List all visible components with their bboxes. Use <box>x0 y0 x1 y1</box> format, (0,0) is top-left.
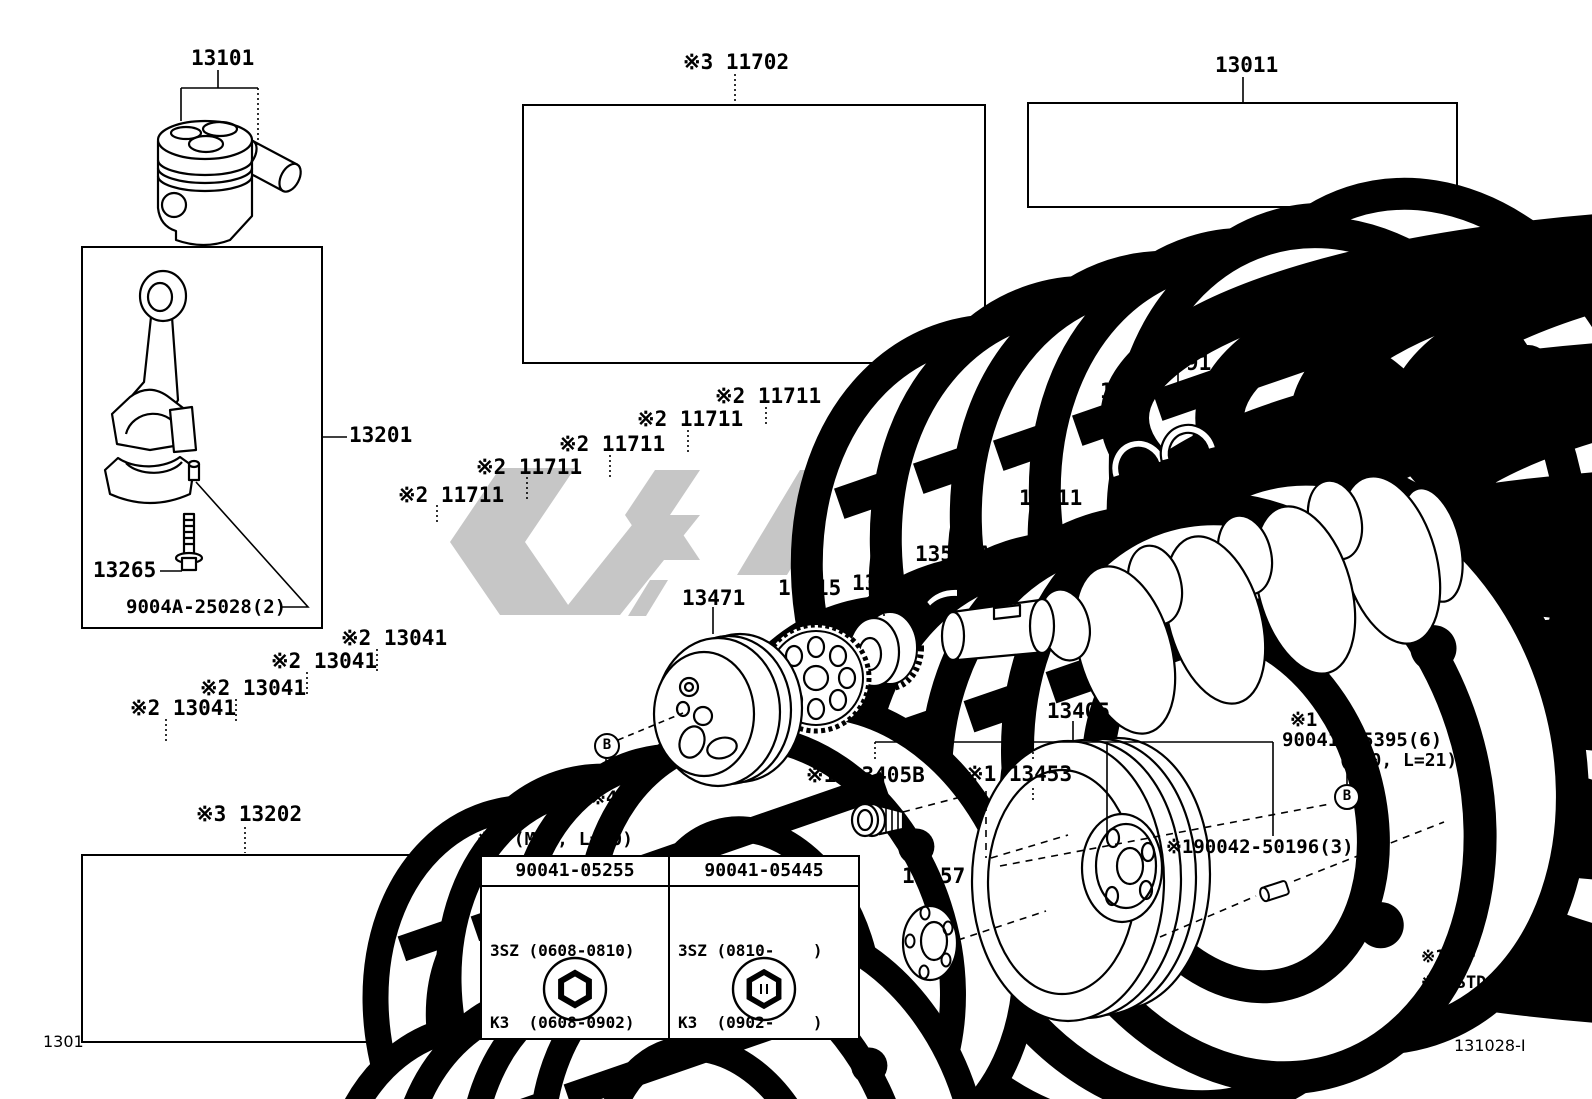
bolt-variant-col-1 <box>482 857 670 1038</box>
bolt-application-2b: K3 (0902- ) <box>678 1013 823 1032</box>
label-13521: 13521 <box>852 571 916 595</box>
label-13453: ※1 13453 <box>966 762 1073 786</box>
legend-line-1: ※1 5F <box>1421 947 1477 967</box>
bolt-part-number-2: 90041-05445 <box>670 857 858 887</box>
label-13457-num: 13457 <box>902 864 966 889</box>
label-13521a: 13521A <box>915 542 991 566</box>
label-13011: 13011 <box>1215 53 1279 77</box>
plate-drawing <box>903 906 957 980</box>
bolt-application-1b: K3 (0608-0902) <box>490 1013 635 1032</box>
label-13411: 13411 <box>1019 486 1083 510</box>
label-m10-note: (M10, L=21) <box>1338 750 1458 771</box>
bolt-part-number-1: 90041-05255 <box>482 857 668 887</box>
label-13457-mark: ※1 <box>902 842 933 866</box>
label-13265: 13265 <box>93 558 157 582</box>
label-13202: ※3 13202 <box>196 802 303 826</box>
label-11711-4: ※2 11711 <box>637 407 744 431</box>
bearing-set-box <box>523 105 985 363</box>
label-13201: 13201 <box>349 423 413 447</box>
label-11791-2: 11791 <box>1148 351 1212 375</box>
label-19315: 19315 <box>778 576 842 600</box>
hex-flange-bolt-icon <box>728 953 800 1025</box>
figure-code: 131028-I <box>1454 1036 1526 1055</box>
label-13101: 13101 <box>191 46 255 70</box>
b-callout-right: B <box>1334 784 1360 810</box>
b-callout-left: B <box>594 733 620 759</box>
page-code: 1301 <box>43 1032 84 1051</box>
label-11711-2: ※2 11711 <box>476 455 583 479</box>
piston-drawing <box>158 121 305 245</box>
legend-line-3: ※3 U/S <box>1421 999 1487 1019</box>
label-13041-2: ※2 13041 <box>200 676 307 700</box>
label-13457 <box>902 843 965 887</box>
label-13041-4: ※2 13041 <box>341 626 448 650</box>
label-note4: ※4 <box>590 787 618 809</box>
label-13041-3: ※2 13041 <box>271 649 378 673</box>
bolt-variant-table <box>480 855 860 1040</box>
label-13405b: ※1 13405B <box>806 763 925 787</box>
label-11711-1: ※2 11711 <box>398 483 505 507</box>
bolt-application-2a: 3SZ (0810- ) <box>678 941 823 960</box>
hex-socket-bolt-icon <box>539 953 611 1025</box>
label-9004a-25028: 9004A-25028(2) <box>126 596 287 618</box>
label-90041-05395: 90041-05395(6) <box>1282 729 1443 751</box>
legend <box>1421 944 1486 1022</box>
connecting-rod-drawing <box>105 271 202 570</box>
rod-bolt-drawing <box>176 514 202 570</box>
label-13041-1: ※2 13041 <box>130 696 237 720</box>
label-11791-1: 11791 <box>1100 379 1164 403</box>
label-90042-50196: ※190042-50196(3) <box>1166 836 1354 858</box>
legend-line-2: ※2 STD <box>1421 973 1487 993</box>
label-11711-5: ※2 11711 <box>715 384 822 408</box>
bolt-application-1a: 3SZ (0608-0810) <box>490 941 635 960</box>
label-13471: 13471 <box>682 586 746 610</box>
label-11702: ※3 11702 <box>683 50 790 74</box>
label-m12-note: ※4 (M12, L=40) <box>477 829 633 850</box>
label-11711-3: ※2 11711 <box>559 432 666 456</box>
bolt-variant-col-2 <box>670 857 858 1038</box>
label-90041-mark: ※1 <box>1290 709 1318 731</box>
label-13405: ※1 13405 <box>1004 699 1111 723</box>
pulley-drawing <box>654 634 802 786</box>
